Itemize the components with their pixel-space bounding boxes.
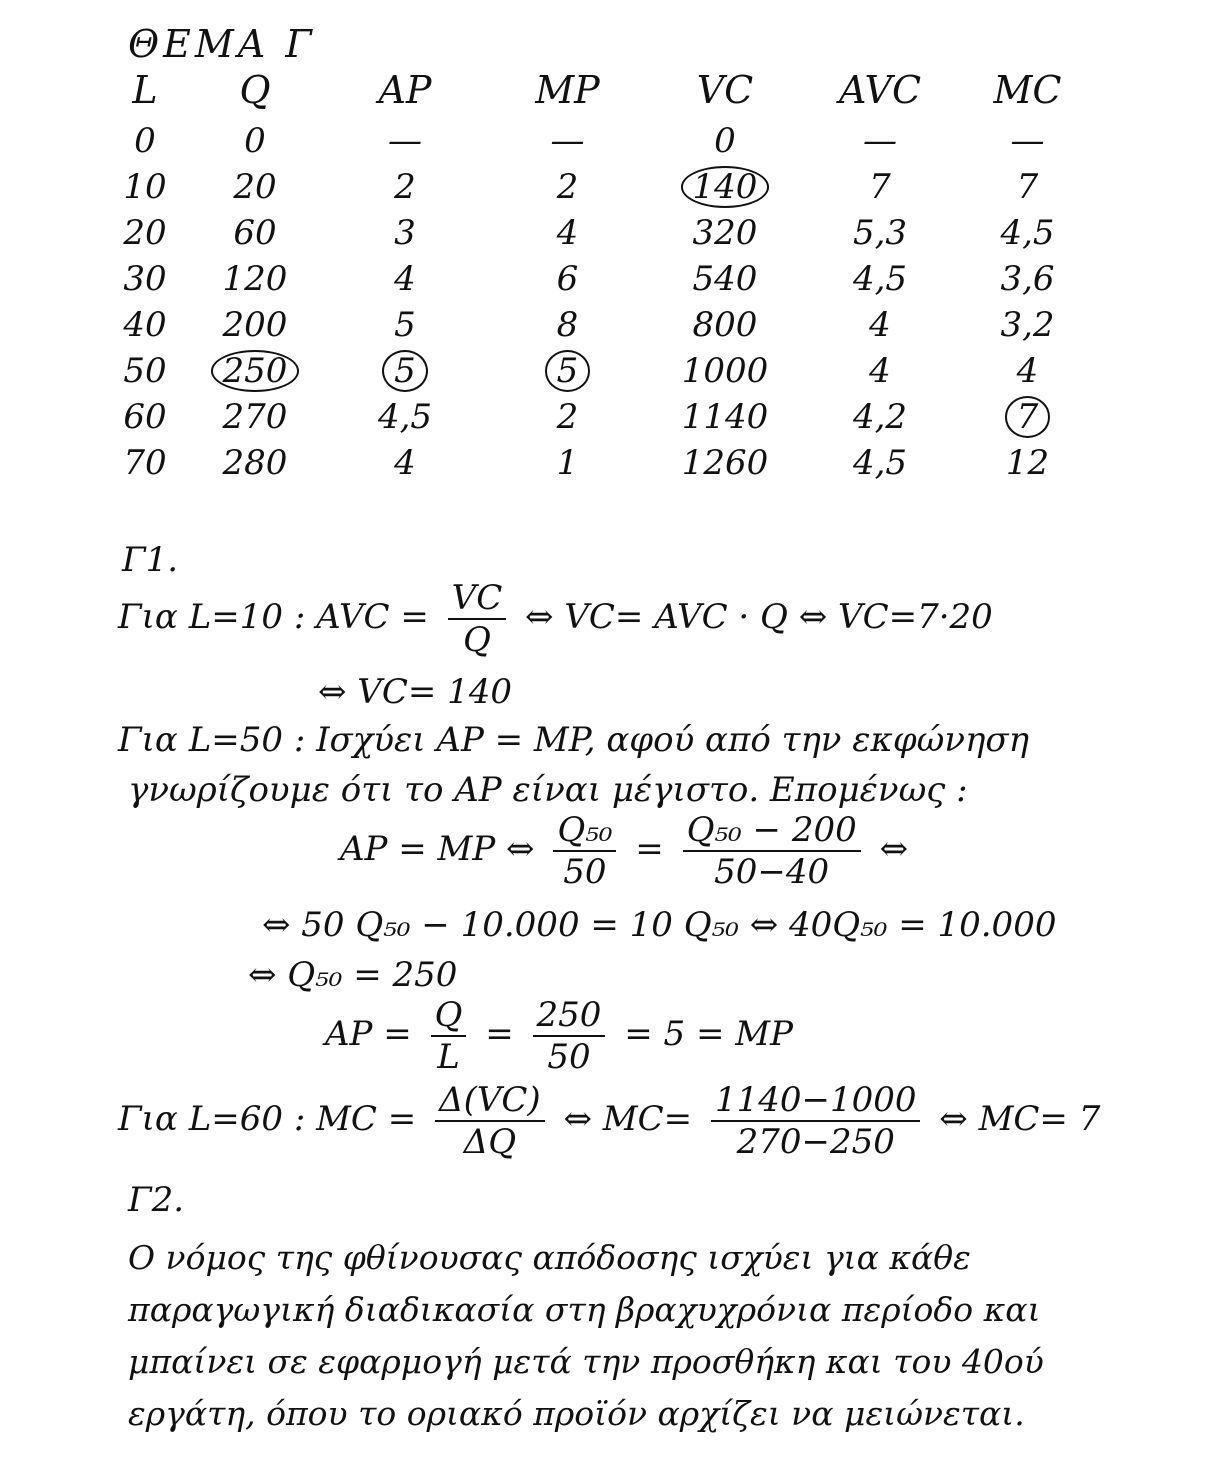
table-cell [650, 348, 800, 394]
cell-value: 30 [123, 259, 167, 299]
table-cell [650, 302, 800, 348]
cell-value: 60 [233, 213, 277, 253]
cell-value: — [388, 121, 422, 161]
table-cell [105, 440, 185, 486]
table-cell [485, 394, 650, 440]
cell-value: 280 [222, 443, 288, 483]
table-cell [325, 210, 485, 256]
cell-value: 120 [222, 259, 288, 299]
header-mp: MP [535, 68, 600, 112]
table-cell [650, 118, 800, 164]
table-cell [485, 348, 650, 394]
page-title: ΘΕΜΑ Γ [128, 22, 316, 66]
cell-value: 70 [123, 443, 167, 483]
table-cell [325, 302, 485, 348]
cell-value: 4,5 [377, 397, 433, 437]
eq4-prefix: AP = [325, 1014, 412, 1054]
header-avc: AVC [838, 68, 922, 112]
table-cell [185, 164, 325, 210]
eq1-fraction-left [553, 810, 616, 892]
table-cell [185, 118, 325, 164]
l60-mid: ⇔ MC= [563, 1099, 693, 1139]
cell-value: 50 [123, 351, 167, 391]
fraction-numerator: Δ(VC) [435, 1080, 545, 1122]
table-cell [325, 164, 485, 210]
cell-value: 3,6 [1000, 259, 1055, 299]
g1-l50-line1: Για L=50 : Ισχύει AP = MP, αφού από την εκφώνηση [118, 720, 1029, 760]
table-cell [800, 394, 960, 440]
header-ap: AP [378, 68, 432, 112]
table-row [105, 164, 1095, 210]
g1-eq1 [340, 810, 908, 892]
fraction-numerator: Q₅₀ − 200 [683, 810, 861, 852]
fraction-numerator: Q [431, 995, 467, 1037]
table-cell [485, 302, 650, 348]
eq4-suffix: = 5 = MP [624, 1014, 793, 1054]
circled-value: 140 [681, 166, 770, 208]
cell-value: 320 [692, 213, 758, 253]
cost-table [105, 62, 1095, 486]
cell-value: 40 [123, 305, 167, 345]
table-cell [185, 256, 325, 302]
table-row [105, 210, 1095, 256]
eq4-fraction-right [533, 995, 606, 1077]
table-cell [105, 164, 185, 210]
table-cell [485, 210, 650, 256]
avc-fraction [448, 578, 507, 660]
cell-value: 200 [222, 305, 288, 345]
l60-fraction-delta [435, 1080, 545, 1162]
cell-value: 20 [123, 213, 167, 253]
cell-value: 12 [1005, 443, 1050, 483]
circled-value: 5 [382, 350, 428, 392]
fraction-denominator: 270−250 [736, 1122, 895, 1162]
eq1-suffix: ⇔ [879, 829, 909, 869]
cell-value: 1000 [681, 351, 769, 391]
table-cell [650, 440, 800, 486]
g1-l60-equation [118, 1080, 1100, 1162]
cell-value: 0 [244, 121, 266, 161]
eq1-equals: = [635, 829, 664, 869]
g1-l10-result: ⇔ VC= 140 [318, 672, 513, 712]
l10-prefix: Για L=10 : AVC = [118, 597, 429, 637]
cell-value: 540 [692, 259, 758, 299]
fraction-numerator: 250 [533, 995, 606, 1037]
cell-value: 7 [869, 167, 891, 207]
header-mc: MC [993, 68, 1062, 112]
g1-l50-line2: γνωρίζουμε ότι το AP είναι μέγιστο. Επομένως : [128, 770, 968, 810]
table-cell [185, 348, 325, 394]
table-cell [800, 256, 960, 302]
eq1-prefix: AP = MP ⇔ [340, 829, 535, 869]
cell-value: — [550, 121, 585, 161]
cell-value: 4,5 [852, 443, 908, 483]
cell-value: 5,3 [852, 213, 908, 253]
table-row [105, 348, 1095, 394]
table-cell [185, 440, 325, 486]
table-cell [960, 164, 1095, 210]
cell-value: 4 [556, 213, 579, 253]
table-cell [960, 256, 1095, 302]
table-cell [650, 256, 800, 302]
cell-value: 60 [123, 397, 167, 437]
l60-prefix: Για L=60 : MC = [118, 1099, 417, 1139]
cell-value: 800 [692, 305, 758, 345]
table-cell [800, 302, 960, 348]
table-row [105, 302, 1095, 348]
l60-fraction-values [711, 1080, 921, 1162]
eq4-equals: = [485, 1014, 514, 1054]
cell-value: 20 [233, 167, 277, 207]
g1-eq2: ⇔ 50 Q₅₀ − 10.000 = 10 Q₅₀ ⇔ 40Q₅₀ = 10.000 [262, 905, 1057, 945]
table-cell [485, 164, 650, 210]
table-row [105, 118, 1095, 164]
fraction-numerator: Q₅₀ [553, 810, 616, 852]
table-cell [185, 302, 325, 348]
cell-value: 4 [394, 259, 416, 299]
fraction-denominator: 50−40 [714, 852, 830, 892]
header-q: Q [239, 68, 271, 112]
table-cell [650, 394, 800, 440]
table-cell [485, 440, 650, 486]
table-cell [800, 118, 960, 164]
l60-suffix: ⇔ MC= 7 [939, 1099, 1101, 1139]
table-cell [105, 348, 185, 394]
table-cell [485, 118, 650, 164]
table-cell [485, 256, 650, 302]
table-cell [105, 118, 185, 164]
cell-value: 5 [394, 305, 416, 345]
fraction-denominator: ΔQ [463, 1122, 517, 1162]
table-cell [185, 394, 325, 440]
cell-value: 2 [556, 397, 579, 437]
g2-heading: Γ2. [128, 1180, 185, 1220]
cell-value: 4 [394, 443, 416, 483]
cell-value: 4,2 [852, 397, 908, 437]
table-cell [800, 440, 960, 486]
fraction-denominator: L [437, 1037, 460, 1077]
cell-value: 1 [556, 443, 579, 483]
table-row [105, 256, 1095, 302]
table-cell [185, 210, 325, 256]
table-row [105, 394, 1095, 440]
g1-l10-equation [118, 578, 993, 660]
fraction-denominator: 50 [563, 852, 607, 892]
cell-value: 4 [869, 305, 891, 345]
fraction-denominator: Q [462, 620, 491, 660]
table-cell [800, 164, 960, 210]
header-l: L [132, 68, 158, 112]
table-row [105, 440, 1095, 486]
cell-value: 1140 [681, 397, 769, 437]
table-cell [105, 210, 185, 256]
cell-value: 10 [123, 167, 167, 207]
table-cell [325, 348, 485, 394]
table-header-row [105, 62, 1095, 118]
cell-value: 3,2 [1000, 305, 1055, 345]
g2-paragraph: Ο νόμος της φθίνουσας απόδοσης ισχύει για κάθε παραγωγική διαδικασία στη βραχυχρόνια περίοδο και μπαίνει σε εφαρμογή μετά την προσθήκη και του 40ού εργάτη, όπου το οριακό προϊόν αρχίζει να μειώνεται. [128, 1238, 1044, 1433]
table-cell [325, 256, 485, 302]
fraction-numerator: VC [448, 578, 507, 620]
table-cell [325, 394, 485, 440]
circled-value: 7 [1005, 396, 1051, 438]
cell-value: 2 [394, 167, 416, 207]
cell-value: — [863, 121, 897, 161]
cell-value: 0 [714, 121, 736, 161]
cell-value: 4 [1016, 351, 1039, 391]
eq4-fraction-left [431, 995, 467, 1077]
header-vc: VC [696, 68, 754, 112]
cell-value: 8 [556, 305, 579, 345]
circled-value: 250 [211, 350, 300, 392]
l10-suffix: ⇔ VC= AVC · Q ⇔ VC=7·20 [525, 597, 993, 637]
table-cell [800, 348, 960, 394]
cell-value: 7 [1016, 167, 1039, 207]
cell-value: 4 [869, 351, 891, 391]
table-cell [800, 210, 960, 256]
table-cell [650, 210, 800, 256]
table-cell [650, 164, 800, 210]
table-cell [960, 348, 1095, 394]
table-cell [960, 394, 1095, 440]
g1-eq4 [325, 995, 793, 1077]
cell-value: 4,5 [1000, 213, 1055, 253]
circled-value: 5 [545, 350, 591, 392]
table-cell [960, 118, 1095, 164]
fraction-denominator: 50 [547, 1037, 591, 1077]
table-cell [105, 394, 185, 440]
cell-value: 6 [556, 259, 579, 299]
cell-value: 270 [222, 397, 288, 437]
fraction-numerator: 1140−1000 [711, 1080, 921, 1122]
cell-value: 2 [556, 167, 579, 207]
table-cell [960, 302, 1095, 348]
table-cell [325, 118, 485, 164]
cell-value: — [1010, 121, 1045, 161]
table-cell [105, 256, 185, 302]
cell-value: 0 [134, 121, 156, 161]
g1-eq3: ⇔ Q₅₀ = 250 [248, 955, 458, 995]
g1-heading: Γ1. [122, 540, 179, 580]
cell-value: 4,5 [852, 259, 908, 299]
table-cell [960, 440, 1095, 486]
table-cell [960, 210, 1095, 256]
cell-value: 3 [394, 213, 416, 253]
table-cell [105, 302, 185, 348]
table-cell [325, 440, 485, 486]
eq1-fraction-right [683, 810, 861, 892]
cell-value: 1260 [681, 443, 769, 483]
